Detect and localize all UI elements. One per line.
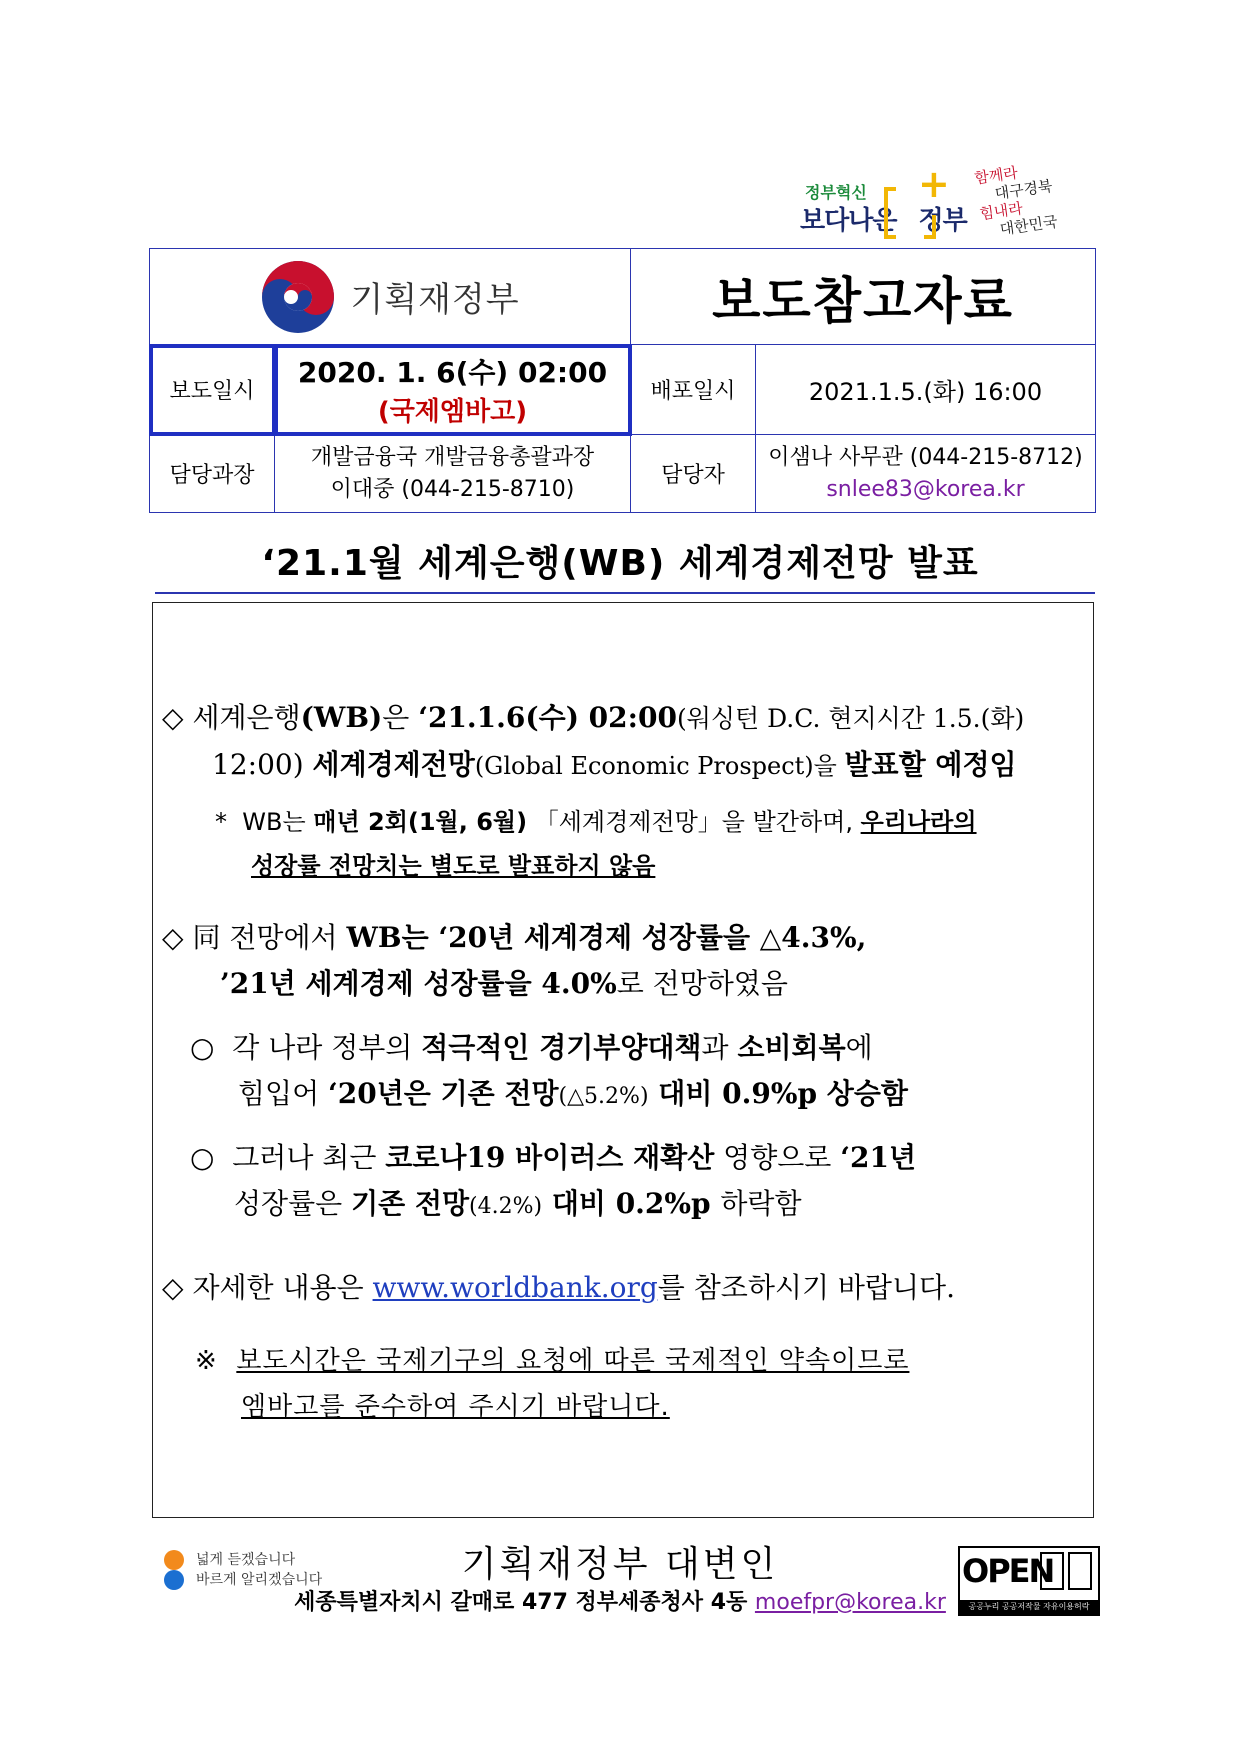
p2-text-d: 로 전망하였음 [616, 967, 788, 1000]
slogan-line-1: 함께라 [973, 163, 1019, 188]
p3-text-a: 자세한 내용은 [192, 1271, 373, 1304]
s1-text-b: 적극적인 경기부양대책 [421, 1031, 702, 1064]
paragraph-3 [162, 1265, 1082, 1311]
notice-mark-icon: ※ [195, 1346, 218, 1376]
release-value-cell [275, 345, 631, 435]
s2-text-g: (4.2%) [469, 1194, 543, 1219]
contact-line-1: 이샘나 사무관 (044-215-8712) [768, 444, 1083, 470]
s2-text-h: 대비 0.2%p [542, 1187, 721, 1220]
title-underline [155, 592, 1095, 594]
note-text-e: 성장률 전망치는 별도로 발표하지 않음 [251, 852, 656, 880]
distribution-label: 배포일시 [631, 345, 756, 435]
dept-line-1: 개발금융국 개발금융총괄과장 [310, 444, 595, 470]
embargo-label: (국제엠바고) [377, 397, 528, 427]
s2-text-i: 하락함 [720, 1187, 802, 1220]
logo-cell [150, 249, 631, 345]
dept-label: 담당과장 [150, 435, 275, 513]
diamond-bullet-icon-3: ◇ [162, 1271, 184, 1304]
p1-text-f: 12:00) [212, 748, 313, 781]
p1-text-i: 발표할 예정임 [844, 748, 1017, 781]
attribution-icon [1040, 1552, 1064, 1590]
s1-text-f: 힘입어 [238, 1077, 329, 1110]
notice-line-2: 엠바고를 준수하여 주시기 바랍니다. [241, 1392, 670, 1422]
note-text-a: WB는 [242, 808, 314, 836]
left-logo-line-1: 넓게 듣겠습니다 [196, 1552, 296, 1568]
p2-text-c: ’21년 세계경제 성장률을 4.0% [220, 967, 617, 1000]
contact-label: 담당자 [631, 435, 756, 513]
note-text-c: 「세계경제전망」을 발간하며, [527, 808, 861, 836]
s2-text-c: 영향으로 [714, 1141, 841, 1174]
doc-type-title: 보도참고자료 [631, 249, 1096, 345]
p1-text-b: (WB) [300, 701, 383, 734]
p2-text-b: WB는 ‘20년 세계경제 성장률을 △4.3%, [346, 921, 867, 954]
s1-text-h: (△5.2%) [558, 1084, 649, 1109]
release-label: 보도일시 [150, 345, 275, 435]
no-modification-icon [1068, 1552, 1092, 1590]
dept-line-2: 이대중 (044-215-8710) [330, 476, 575, 502]
sub-item-1 [190, 1025, 1080, 1120]
ministry-name: 기획재정부 [350, 280, 520, 320]
worldbank-link[interactable]: www.worldbank.org [372, 1271, 658, 1304]
circle-bullet-icon-2: ○ [190, 1141, 215, 1174]
header-table [149, 248, 1096, 513]
innovation-big-1: 보다나은 [800, 206, 897, 236]
slogan-text [973, 159, 1058, 241]
paragraph-2 [162, 915, 1082, 1007]
innovation-big-2: 정부 [918, 206, 967, 236]
s1-text-e: 에 [845, 1031, 873, 1064]
circle-bullet-icon: ○ [190, 1031, 215, 1064]
contact-email[interactable]: snlee83@korea.kr [826, 476, 1025, 502]
contact-value-cell [756, 435, 1096, 513]
p1-text-d: ‘21.1.6(수) 02:00 [418, 701, 677, 734]
s1-text-g: ‘20년은 기존 전망 [328, 1077, 559, 1110]
dept-value-cell [275, 435, 631, 513]
s1-text-a: 각 나라 정부의 [232, 1031, 422, 1064]
diamond-bullet-icon-2: ◇ [162, 921, 184, 954]
open-strip: 공공누리 공공저작물 자유이용허락 [958, 1600, 1100, 1614]
paragraph-1 [162, 695, 1082, 789]
main-title: ‘21.1월 세계은행(WB) 세계경제전망 발표 [261, 543, 979, 584]
spokesperson-title: 기획재정부 대변인 [461, 1544, 779, 1585]
slogan-line-4: 대한민국 [998, 212, 1059, 239]
p1-text-e: (워싱턴 D.C. 현지시간 1.5.(화) [676, 704, 1025, 733]
s1-text-d: 소비회복 [737, 1031, 846, 1064]
note-text-b: 매년 2회(1월, 6월) [313, 808, 528, 836]
p1-text-c: 은 [382, 701, 419, 734]
left-logo-line-2: 바르게 알리겠습니다 [196, 1572, 323, 1588]
s2-text-d: ‘21년 [840, 1141, 917, 1174]
s1-text-c: 과 [701, 1031, 738, 1064]
p3-text-b: 를 참조하시기 바랍니다. [657, 1271, 955, 1304]
note-block [215, 800, 1085, 888]
open-label: OPEN [962, 1552, 1054, 1590]
s1-text-i: 대비 0.9%p 상승함 [648, 1077, 908, 1110]
p1-text-g: 세계경제전망 [312, 748, 475, 781]
footer-email[interactable]: moefpr@korea.kr [754, 1590, 946, 1615]
innovation-small-label: 정부혁신 [805, 183, 867, 202]
notice-line-1: 보도시간은 국제기구의 요청에 따른 국제적인 약속이므로 [236, 1346, 910, 1376]
address-text: 세종특별자치시 갈매로 477 정부세종청사 4동 [294, 1590, 755, 1615]
slogan-line-3: 힘내라 [978, 199, 1024, 224]
distribution-date: 2021.1.5.(화) 16:00 [756, 345, 1096, 435]
taegeuk-logo-icon [260, 259, 336, 335]
note-text-d: 우리나라의 [860, 808, 977, 836]
s2-text-f: 기존 전망 [351, 1187, 470, 1220]
slogan-line-2: 대구경북 [993, 176, 1054, 203]
plus-icon: + [918, 162, 950, 206]
s2-text-b: 코로나19 바이러스 재확산 [385, 1141, 715, 1174]
diamond-bullet-icon: ◇ [162, 701, 184, 734]
p1-text-h: (Global Economic Prospect)을 [474, 752, 845, 780]
release-date: 2020. 1. 6(수) 02:00 [297, 356, 608, 389]
p1-text-a: 세계은행 [192, 701, 301, 734]
p2-text-a: 同 전망에서 [192, 921, 347, 954]
s2-text-e: 성장률은 [234, 1187, 352, 1220]
sub-item-2 [190, 1135, 1080, 1230]
note-star: * [215, 808, 227, 836]
s2-text-a: 그러나 최근 [232, 1141, 386, 1174]
notice-block [195, 1338, 1085, 1430]
